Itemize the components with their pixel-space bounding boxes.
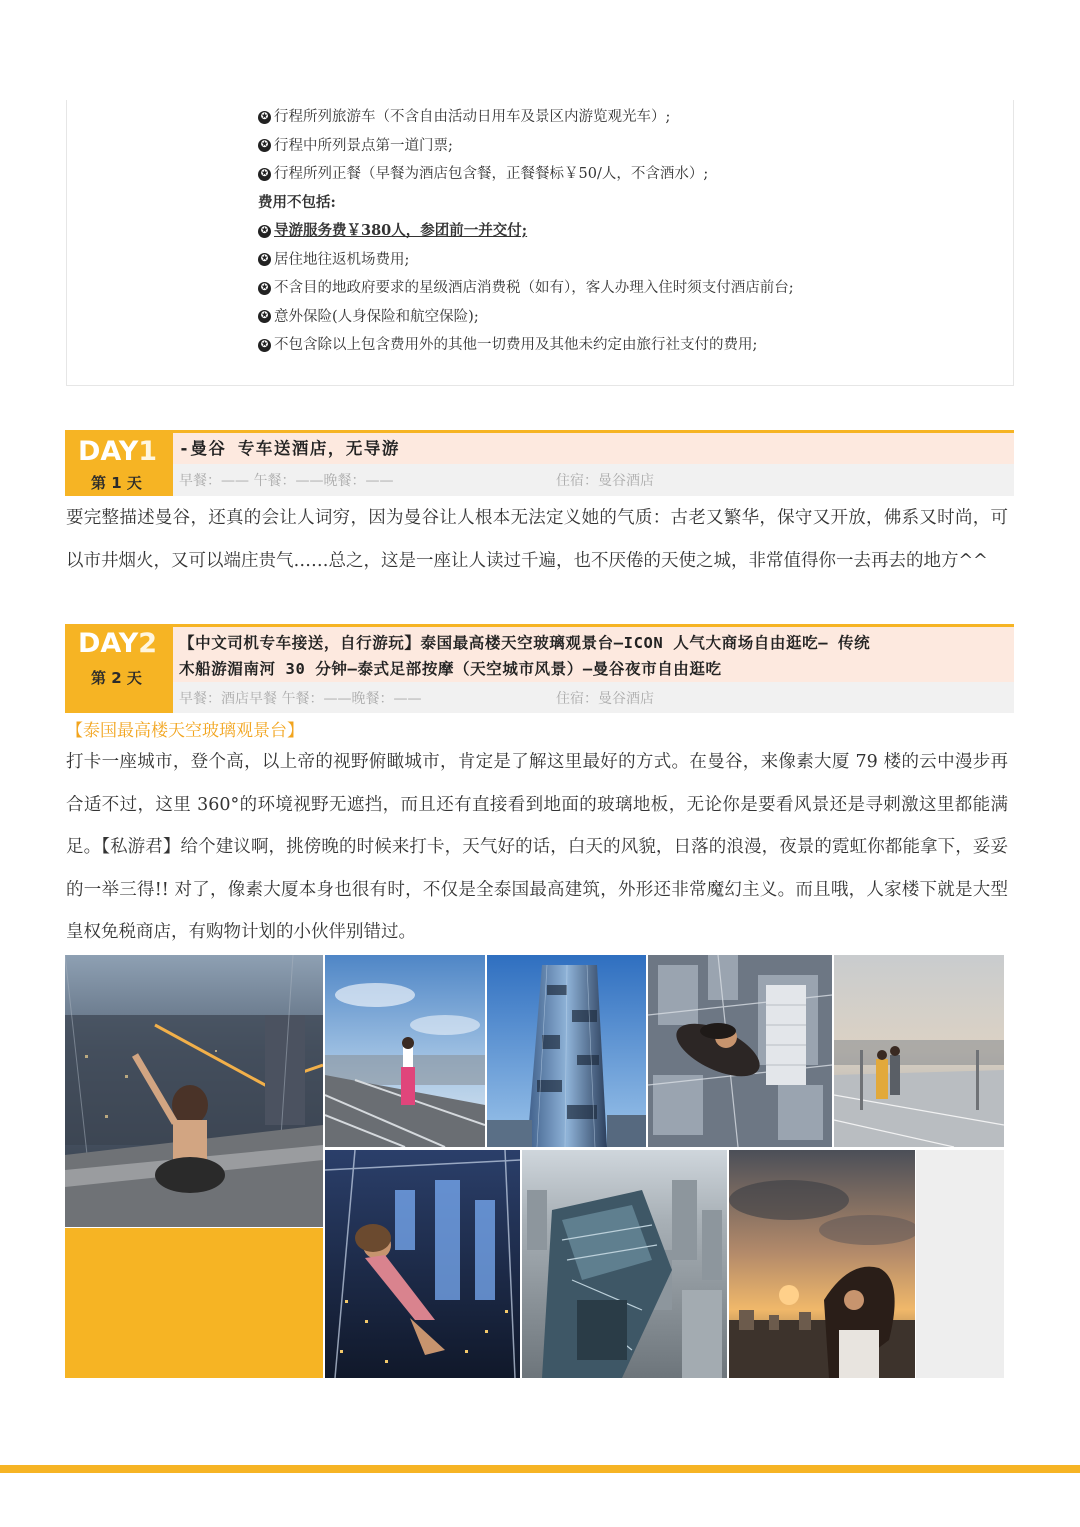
day2-section-title: 【泰国最高楼天空玻璃观景台】 [66,721,304,741]
fee-item [258,303,1018,332]
day2-badge-word [78,628,157,659]
day1-meals: 早餐：—— 午餐：——晚餐：—— [179,473,394,489]
day2-description: 打卡一座城市，登个高，以上帝的视野俯瞰城市，肯定是了解这里最好的方式。在曼谷，来像素大厦 79 楼的云中漫步再合适不过，这里 360°的环境视野无遮挡，而且还有直接看到地面的玻璃地板，无论你是要看风景还是寻刺激这里都能满足。【私游君】给个建议啊，挑傍晚的时候来打卡，天气好的话，白天的风貌，日落的浪漫，夜景的霓虹你都能拿下，妥妥的一举三得!! 对了，像素大厦本身也很有时，不仅是全泰国最高建筑，外形还非常魔幻主义。而且哦，人家楼下就是大型皇权免税商店，有购物计划的小伙伴别错过。 [66,752,1008,942]
day1-header [65,430,1014,496]
star-circle-icon: ✪ [258,339,271,352]
fee-item-text: 导游服务费￥380人，参团前一并交付; [274,222,528,239]
fee-item-text: 行程所列正餐（早餐为酒店包含餐，正餐餐标￥50/人，不含酒水）; [274,166,709,182]
photo-skydeck-dusk [65,955,323,1227]
fee-item-text: 行程中所列景点第一道门票; [274,137,453,154]
day1-meta-area [173,464,1014,496]
day1-description: 要完整描述曼谷，还真的会让人词穷，因为曼谷让人根本无法定义她的气质：古老又繁华，保守又开放，佛系又时尚，可以市井烟火，又可以端庄贵气……总之，这是一座让人读过千遍，也不厌倦的天使之城，非常值得你一去再去的地方^^ [66,508,1008,571]
fee-list [258,103,1018,360]
day2-stay: 住宿：曼谷酒店 [556,691,654,707]
photo-mahanakhon-tower [487,955,646,1147]
fee-item [258,246,1018,275]
photo-aerial-city [522,1150,727,1378]
day2-badge-cn: 第 2 天 [91,669,142,687]
star-circle-icon: ✪ [258,310,271,323]
photo-glass-floor-night [325,1150,520,1378]
photo-couple-skydeck [834,955,1004,1147]
photo-glass-stairs [325,955,485,1147]
fee-item-text: 行程所列旅游车（不含自由活动日用车及景区内游览观光车）; [274,109,671,125]
fee-item-text: 不含目的地政府要求的星级酒店消费税（如有），客人办理入住时须支付酒店前台; [274,280,794,296]
collage-gray-block [916,1150,1004,1378]
day2-meals: 早餐：酒店早餐 午餐：——晚餐：—— [179,691,422,707]
fee-item-text: 居住地往返机场费用; [274,251,410,268]
day1-title-area [173,433,1014,464]
fee-item [258,274,1018,303]
star-circle-icon: ✪ [258,225,271,238]
star-circle-icon: ✪ [258,168,271,181]
fee-item [258,331,1018,360]
day2-badge [65,624,173,713]
photo-sunset-woman [729,1150,915,1378]
star-circle-icon: ✪ [258,253,271,266]
fee-excluded-heading: 费用不包括: [258,193,336,211]
collage-yellow-block [65,1228,323,1378]
day-number: 2 [138,628,158,659]
day2-title-line1: 【中文司机专车接送，自行游玩】泰国最高楼天空玻璃观景台—ICON 人气大商场自由逛吃— 传统 [179,634,871,652]
fee-item-text: 不包含除以上包含费用外的其他一切费用及其他未约定由旅行社支付的费用; [274,337,758,353]
photo-glass-floor-lying [648,955,832,1147]
day-word: DAY [78,628,139,659]
footer-accent-bar [0,1465,1080,1473]
day-word: DAY [78,436,139,467]
fee-item-text: 意外保险(人身保险和航空保险); [274,308,479,325]
fee-item [258,132,1018,161]
star-circle-icon: ✪ [258,139,271,152]
day1-badge-cn: 第 1 天 [91,474,142,492]
day1-badge [65,430,173,496]
day1-title: -曼谷 专车送酒店，无导游 [179,439,400,458]
star-circle-icon: ✪ [258,282,271,295]
fee-item [258,160,1018,189]
day1-stay: 住宿：曼谷酒店 [556,473,654,489]
day2-meta-area [173,682,1014,713]
star-circle-icon: ✪ [258,111,271,124]
day2-header [65,624,1014,713]
fee-item [258,103,1018,132]
day2-title-area [173,627,1014,682]
fee-item-emphasized [258,217,1018,246]
day-number: 1 [138,436,158,467]
day1-badge-word [78,436,157,467]
day2-title-line2: 木船游湄南河 30 分钟—泰式足部按摩（天空城市风景）—曼谷夜市自由逛吃 [179,660,722,678]
